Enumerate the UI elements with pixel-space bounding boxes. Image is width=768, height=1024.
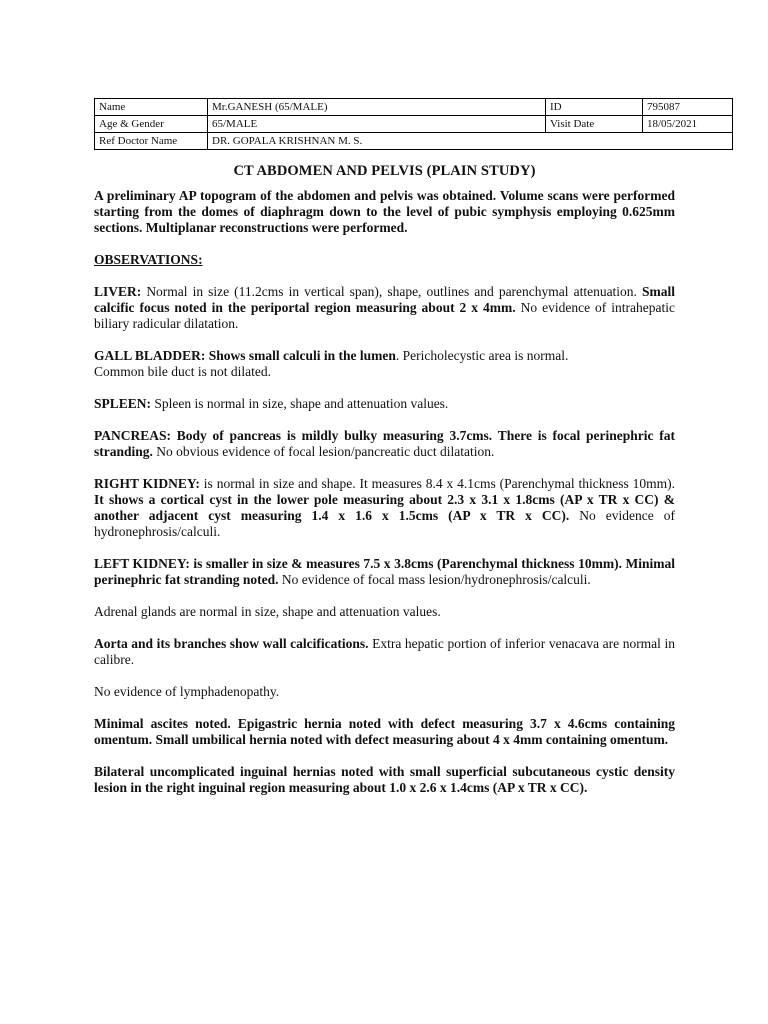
aorta-paragraph	[94, 636, 675, 668]
table-row	[95, 99, 733, 116]
gall-bladder-paragraph	[94, 348, 675, 380]
pancreas-finding: PANCREAS: Body of pancreas is mildly bulky measuring 3.7cms. There is focal perinephric fat stranding.	[94, 428, 675, 459]
spleen-paragraph	[94, 396, 675, 412]
liver-text-2: No evidence of intrahepatic biliary radicular dilatation.	[94, 300, 675, 331]
patient-info-table	[94, 98, 733, 150]
age-gender-value: 65/MALE	[208, 116, 546, 133]
lymph-paragraph: No evidence of lymphadenopathy.	[94, 684, 280, 699]
age-gender-label: Age & Gender	[95, 116, 208, 133]
spleen-text: Spleen is normal in size, shape and attenuation values.	[151, 396, 449, 411]
spleen-label: SPLEEN:	[94, 396, 152, 411]
aorta-text: Extra hepatic portion of inferior venacava are normal in calibre.	[94, 636, 675, 667]
liver-finding: Small calcific focus noted in the periportal region measuring about 2 x 4mm.	[94, 284, 675, 315]
inguinal-paragraph	[94, 764, 675, 796]
id-label: ID	[546, 99, 643, 116]
observations-heading	[94, 252, 675, 268]
report-body	[94, 188, 675, 812]
right-kidney-text-2: No evidence of hydronephrosis/calculi.	[94, 508, 675, 539]
name-value: Mr.GANESH (65/MALE)	[208, 99, 546, 116]
gall-bladder-text: . Pericholecystic area is normal.	[395, 348, 569, 363]
left-kidney-paragraph	[94, 556, 675, 588]
aorta-finding: Aorta and its branches show wall calcifications.	[94, 636, 369, 651]
name-label: Name	[95, 99, 208, 116]
table-row	[95, 116, 733, 133]
ascites-paragraph	[94, 716, 675, 748]
report-title: CT ABDOMEN AND PELVIS (PLAIN STUDY)	[233, 163, 536, 179]
ref-doctor-value: DR. GOPALA KRISHNAN M. S.	[208, 133, 733, 150]
pancreas-paragraph	[94, 428, 675, 460]
liver-paragraph	[94, 284, 675, 332]
gall-bladder-text-2: Common bile duct is not dilated.	[94, 364, 271, 379]
adrenal-paragraph: Adrenal glands are normal in size, shape and attenuation values.	[94, 604, 441, 619]
right-kidney-paragraph	[94, 476, 675, 540]
right-kidney-finding: It shows a cortical cyst in the lower pole measuring about 2.3 x 3.1 x 1.8cms (AP x TR x CC) & another adjacent cyst measuring 1.4 x 1.6 x 1.5cms (AP x TR x CC).	[94, 492, 675, 523]
inguinal-finding: Bilateral uncomplicated inguinal hernias noted with small superficial subcutaneous cystic density lesion in the right inguinal region measuring about 1.0 x 2.6 x 1.4cms (AP x TR x CC).	[94, 764, 675, 795]
liver-label: LIVER:	[94, 284, 142, 299]
right-kidney-label: RIGHT KIDNEY:	[94, 476, 200, 491]
left-kidney-finding: LEFT KIDNEY: is smaller in size & measures 7.5 x 3.8cms (Parenchymal thickness 10mm). Minimal perinephric fat stranding noted.	[94, 556, 675, 587]
id-value: 795087	[643, 99, 733, 116]
intro-paragraph	[94, 188, 675, 236]
gall-bladder-label: GALL BLADDER: Shows small calculi in the lumen	[94, 348, 396, 363]
table-row	[95, 133, 733, 150]
intro-text: A preliminary AP topogram of the abdomen and pelvis was obtained. Volume scans were performed starting from the domes of diaphragm down to the level of pubic symphysis employing 0.625mm sections. Multiplanar reconstructions were performed.	[94, 188, 675, 235]
visit-date-label: Visit Date	[546, 116, 643, 133]
left-kidney-text: No evidence of focal mass lesion/hydronephrosis/calculi.	[278, 572, 591, 587]
pancreas-text: No obvious evidence of focal lesion/pancreatic duct dilatation.	[152, 444, 495, 459]
right-kidney-text: is normal in size and shape. It measures 8.4 x 4.1cms (Parenchymal thickness 10mm).	[199, 476, 675, 491]
ref-doctor-label: Ref Doctor Name	[95, 133, 208, 150]
liver-text: Normal in size (11.2cms in vertical span), shape, outlines and parenchymal attenuation.	[141, 284, 642, 299]
ascites-finding: Minimal ascites noted. Epigastric hernia noted with defect measuring 3.7 x 4.6cms containing omentum. Small umbilical hernia noted with defect measuring about 4 x 4mm containing omentum.	[94, 716, 675, 747]
visit-date-value: 18/05/2021	[643, 116, 733, 133]
observations-heading-text: OBSERVATIONS:	[94, 252, 203, 267]
